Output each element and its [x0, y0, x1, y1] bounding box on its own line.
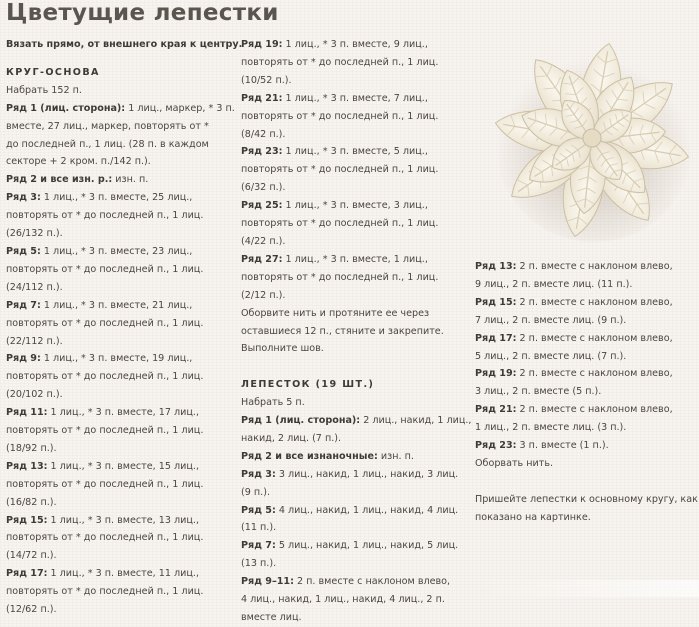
pattern-row: Ряд 13: 1 лиц., * 3 п. вместе, 15 лиц., — [6, 460, 200, 472]
base-finish: Оборвите нить и протяните ее через — [241, 307, 430, 319]
row-label: Ряд 21: — [475, 404, 517, 416]
petal-rows-list — [241, 466, 469, 573]
petal-row-9: Ряд 9–11: 2 п. вместе с наклоном влево, — [241, 576, 451, 588]
petal-row-23: Ряд 23: 3 п. вместе (1 п.). — [475, 440, 609, 452]
pattern-row-text: 5 лиц., 2 п. вместе лиц. (7 п.). — [475, 350, 627, 362]
pattern-row: Ряд 21: 2 п. вместе с наклоном влево, — [475, 404, 673, 416]
row-label: Ряд 13: — [475, 261, 517, 272]
pattern-row-text: 7 лиц., 2 п. вместе лиц. (9 п.). — [475, 314, 627, 326]
row-label: Ряд 2 и все изнаночные: — [241, 450, 378, 462]
row-label: Ряд 23: — [475, 440, 517, 452]
petal-row-2: Ряд 2 и все изнаночные: изн. п. — [241, 450, 414, 462]
row-label: Ряд 9–11: — [241, 576, 294, 588]
pattern-row-text: повторять от * до последней п., 1 лиц. — [6, 532, 204, 544]
pattern-row: Ряд 9: 1 лиц., * 3 п. вместе, 19 лиц., — [6, 353, 193, 365]
row-label: Ряд 23: — [241, 146, 283, 158]
pattern-row-text: повторять от * до последней п., 1 лиц. — [241, 218, 439, 230]
column-2: Ряд 19: 1 лиц., * 3 п. вместе, 9 лиц., повторять от * до последней п., 1 лиц. (10/52 п.). Ряд 21: 1 лиц., * 3 п. вместе, 7 лиц., повторять от * до последней п., 1 лиц. (8/42 п.). Ряд 23: 1 лиц., * 3 п. вместе, 5 лиц., повторять от * до последней п., 1 лиц. (6/32 п.). Ряд 25: 1 лиц., * 3 п. вместе, 3 лиц., повторять от * до последней п., 1 лиц. (4/22 п.). Ряд 27: 1 лиц., * 3 п. вместе, 1 лиц., повторять от * до последней п., 1 лиц. (2/12 п.). Оборвите нить и протяните ее через оставшиеся 12 п., стяните и закрепите. Выполните шов. ЛЕПЕСТОК (19 ШТ.) Набрать 5 п. Ряд 1 (лиц. сторона): 2 лиц., накид, 1 лиц., накид, 2 лиц. (7 п.). Ряд 2 и все изнаночные: изн. п. Ряд 3: 3 лиц., накид, 1 лиц., накид, 3 лиц. (9 п.). Ряд 5: 4 лиц., накид, 1 лиц., накид, 4 лиц. (11 п.). Ряд 7: 5 лиц., накид, 1 лиц., накид, 5 лиц. (13 п.). Ряд 9–11: 2 п. вместе с наклоном влево, 4 лиц., накид, 1 лиц., накид, 4 лиц., 2 п. вместе лиц. — [241, 36, 469, 627]
pattern-row: Ряд 17: 2 п. вместе с наклоном влево, — [475, 332, 673, 344]
pattern-row-text: (2/12 п.). — [241, 289, 286, 301]
pattern-row-text: повторять от * до последней п., 1 лиц. — [6, 210, 204, 222]
pattern-row-text: (4/22 п.). — [241, 235, 286, 247]
pattern-row-text: (26/132 п.). — [6, 228, 63, 240]
row-label: Ряд 1 (лиц. сторона): — [241, 415, 361, 427]
watermark-strip — [470, 580, 699, 597]
row-label: Ряд 27: — [241, 253, 283, 265]
pattern-row-text: (12/62 п.). — [6, 604, 57, 616]
row-label: Ряд 19: — [241, 39, 283, 50]
pattern-row-text: повторять от * до последней п., 1 лиц. — [6, 263, 204, 275]
pattern-row-text: (10/52 п.). — [241, 74, 292, 86]
pattern-row-text: 9 лиц., 2 п. вместе лиц. (11 п.). — [475, 278, 633, 290]
row-label: Ряд 2 и все изн. р.: — [6, 174, 113, 186]
pattern-row: Ряд 15: 1 лиц., * 3 п. вместе, 13 лиц., — [6, 514, 200, 526]
pattern-row-text: (9 п.). — [241, 486, 271, 498]
row-label: Ряд 9: — [6, 353, 41, 365]
cut-yarn: Оборвать нить. — [475, 457, 554, 469]
pattern-row-text: 1 лиц., 2 п. вместе лиц. (3 п.). — [475, 422, 627, 434]
pattern-row-text: повторять от * до последней п., 1 лиц. — [6, 371, 204, 383]
pattern-row: Ряд 13: 2 п. вместе с наклоном влево, — [475, 261, 673, 272]
pattern-row-text: (20/102 п.). — [6, 389, 63, 401]
page-title: Цветущие лепестки — [6, 0, 279, 26]
pattern-row: Ряд 5: 1 лиц., * 3 п. вместе, 23 лиц., — [6, 245, 193, 257]
pattern-row-text: (16/82 п.). — [6, 496, 57, 508]
pattern-row-text: (18/92 п.). — [6, 442, 57, 454]
pattern-row: Ряд 19: 2 п. вместе с наклоном влево, — [475, 368, 673, 380]
pattern-row: Ряд 23: 1 лиц., * 3 п. вместе, 5 лиц., — [241, 146, 428, 158]
row-label: Ряд 7: — [6, 299, 41, 311]
pattern-row-text: повторять от * до последней п., 1 лиц. — [6, 425, 204, 437]
base-row-2: Ряд 2 и все изн. р.: изн. п. — [6, 174, 149, 186]
section-heading-petal: ЛЕПЕСТОК (19 ШТ.) — [241, 379, 375, 391]
pattern-row: Ряд 19: 1 лиц., * 3 п. вместе, 9 лиц., — [241, 39, 428, 50]
pattern-row: Ряд 17: 1 лиц., * 3 п. вместе, 11 лиц., — [6, 568, 200, 580]
pattern-row-text: повторять от * до последней п., 1 лиц. — [241, 271, 439, 283]
row-label: Ряд 11: — [6, 407, 48, 419]
petal-cast-on: Набрать 5 п. — [241, 397, 305, 409]
base-rows-list — [6, 189, 234, 619]
row-label: Ряд 17: — [475, 332, 517, 344]
row-label: Ряд 5: — [6, 245, 41, 257]
pattern-row-text: (8/42 п.). — [241, 128, 286, 140]
pattern-row: Ряд 3: 1 лиц., * 3 п. вместе, 25 лиц., — [6, 192, 193, 204]
pattern-row: Ряд 21: 1 лиц., * 3 п. вместе, 7 лиц., — [241, 92, 428, 104]
column-1: Вязать прямо, от внешнего края к центру. КРУГ-ОСНОВА Набрать 152 п. Ряд 1 (лиц. сторона): 1 лиц., маркер, * 3 п. вместе, 27 лиц., маркер, повторять от * до последней п., 1 лиц. (28 п. в каждом секторе + 2 кром. п./142 п.). Ряд 2 и все изн. р.: изн. п. Ряд 3: 1 лиц., * 3 п. вместе, 25 лиц., повторять от * до последней п., 1 лиц. (26/132 п.). Ряд 5: 1 лиц., * 3 п. вместе, 23 лиц., повторять от * до последней п., 1 лиц. (24/112 п.). Ряд 7: 1 лиц., * 3 п. вместе, 21 лиц., повторять от * до последней п., 1 лиц. (22/112 п.). Ряд 9: 1 лиц., * 3 п. вместе, 19 лиц., повторять от * до последней п., 1 лиц. (20/102 п.). Ряд 11: 1 лиц., * 3 п. вместе, 17 лиц., повторять от * до последней п., 1 лиц. (18/92 п.). Ряд 13: 1 лиц., * 3 п. вместе, 15 лиц., повторять от * до последней п., 1 лиц. (16/82 п.). Ряд 15: 1 лиц., * 3 п. вместе, 13 лиц., повторять от * до последней п., 1 лиц. (14/72 п.). Ряд 17: 1 лиц., * 3 п. вместе, 11 лиц., повторять от * до последней п., 1 лиц. (12/62 п.). — [6, 36, 234, 619]
base-row-1: Ряд 1 (лиц. сторона): 1 лиц., маркер, * 3 п. — [6, 102, 235, 114]
pattern-row: Ряд 7: 1 лиц., * 3 п. вместе, 21 лиц., — [6, 299, 193, 311]
pattern-row-text: (22/112 п.). — [6, 335, 63, 347]
petal-row-1: Ряд 1 (лиц. сторона): 2 лиц., накид, 1 лиц., — [241, 415, 472, 427]
base-cast-on: Набрать 152 п. — [6, 84, 82, 96]
row-label: Ряд 25: — [241, 200, 283, 212]
pattern-row: Ряд 11: 1 лиц., * 3 п. вместе, 17 лиц., — [6, 407, 200, 419]
row-label: Ряд 15: — [475, 296, 517, 308]
pattern-row-text: 3 лиц., 2 п. вместе (5 п.). — [475, 386, 602, 398]
sew-instruction: Пришейте лепестки к основному кругу, как — [475, 493, 698, 505]
pattern-row-text: повторять от * до последней п., 1 лиц. — [6, 478, 204, 490]
pattern-row: Ряд 5: 4 лиц., накид, 1 лиц., накид, 4 лиц. — [241, 504, 459, 516]
pattern-row: Ряд 27: 1 лиц., * 3 п. вместе, 1 лиц., — [241, 253, 428, 265]
row-label: Ряд 13: — [6, 460, 48, 472]
row-label: Ряд 15: — [6, 514, 48, 526]
pattern-row-text: повторять от * до последней п., 1 лиц. — [241, 110, 439, 122]
petal-rows-list-2 — [475, 258, 697, 437]
row-label: Ряд 1 (лиц. сторона): — [6, 102, 126, 114]
row-label: Ряд 17: — [6, 568, 48, 580]
row-label: Ряд 3: — [6, 192, 41, 204]
pattern-row-text: (24/112 п.). — [6, 281, 63, 293]
pattern-row: Ряд 15: 2 п. вместе с наклоном влево, — [475, 296, 673, 308]
pattern-row-text: повторять от * до последней п., 1 лиц. — [6, 586, 204, 598]
section-heading-base: КРУГ-ОСНОВА — [6, 66, 100, 78]
pattern-row: Ряд 3: 3 лиц., накид, 1 лиц., накид, 3 лиц. — [241, 468, 459, 480]
pattern-row-text: (11 п.). — [241, 522, 277, 534]
pattern-row-text: повторять от * до последней п., 1 лиц. — [241, 164, 439, 176]
row-label: Ряд 3: — [241, 468, 276, 480]
pattern-row-text: повторять от * до последней п., 1 лиц. — [6, 317, 204, 329]
knitted-flower-image — [490, 38, 695, 243]
pattern-row: Ряд 7: 5 лиц., накид, 1 лиц., накид, 5 лиц. — [241, 540, 459, 552]
row-label: Ряд 7: — [241, 540, 276, 552]
pattern-row: Ряд 25: 1 лиц., * 3 п. вместе, 3 лиц., — [241, 200, 428, 212]
pattern-row-text: (13 п.). — [241, 558, 277, 570]
pattern-row-text: повторять от * до последней п., 1 лиц. — [241, 56, 439, 68]
row-label: Ряд 21: — [241, 92, 283, 104]
row-label: Ряд 19: — [475, 368, 517, 380]
row-label: Ряд 5: — [241, 504, 276, 516]
column-3: Ряд 13: 2 п. вместе с наклоном влево, 9 лиц., 2 п. вместе лиц. (11 п.). Ряд 15: 2 п. вместе с наклоном влево, 7 лиц., 2 п. вместе лиц. (9 п.). Ряд 17: 2 п. вместе с наклоном влево, 5 лиц., 2 п. вместе лиц. (7 п.). Ряд 19: 2 п. вместе с наклоном влево, 3 лиц., 2 п. вместе (5 п.). Ряд 21: 2 п. вместе с наклоном влево, 1 лиц., 2 п. вместе лиц. (3 п.). Ряд 23: 3 п. вместе (1 п.). Оборвать нить. Пришейте лепестки к основному кругу, как показано на картинке. — [475, 258, 697, 527]
intro-text: Вязать прямо, от внешнего края к центру. — [6, 39, 243, 50]
pattern-row-text: (6/32 п.). — [241, 182, 286, 194]
base-rows-list-2 — [241, 36, 469, 305]
pattern-row-text: (14/72 п.). — [6, 550, 57, 562]
